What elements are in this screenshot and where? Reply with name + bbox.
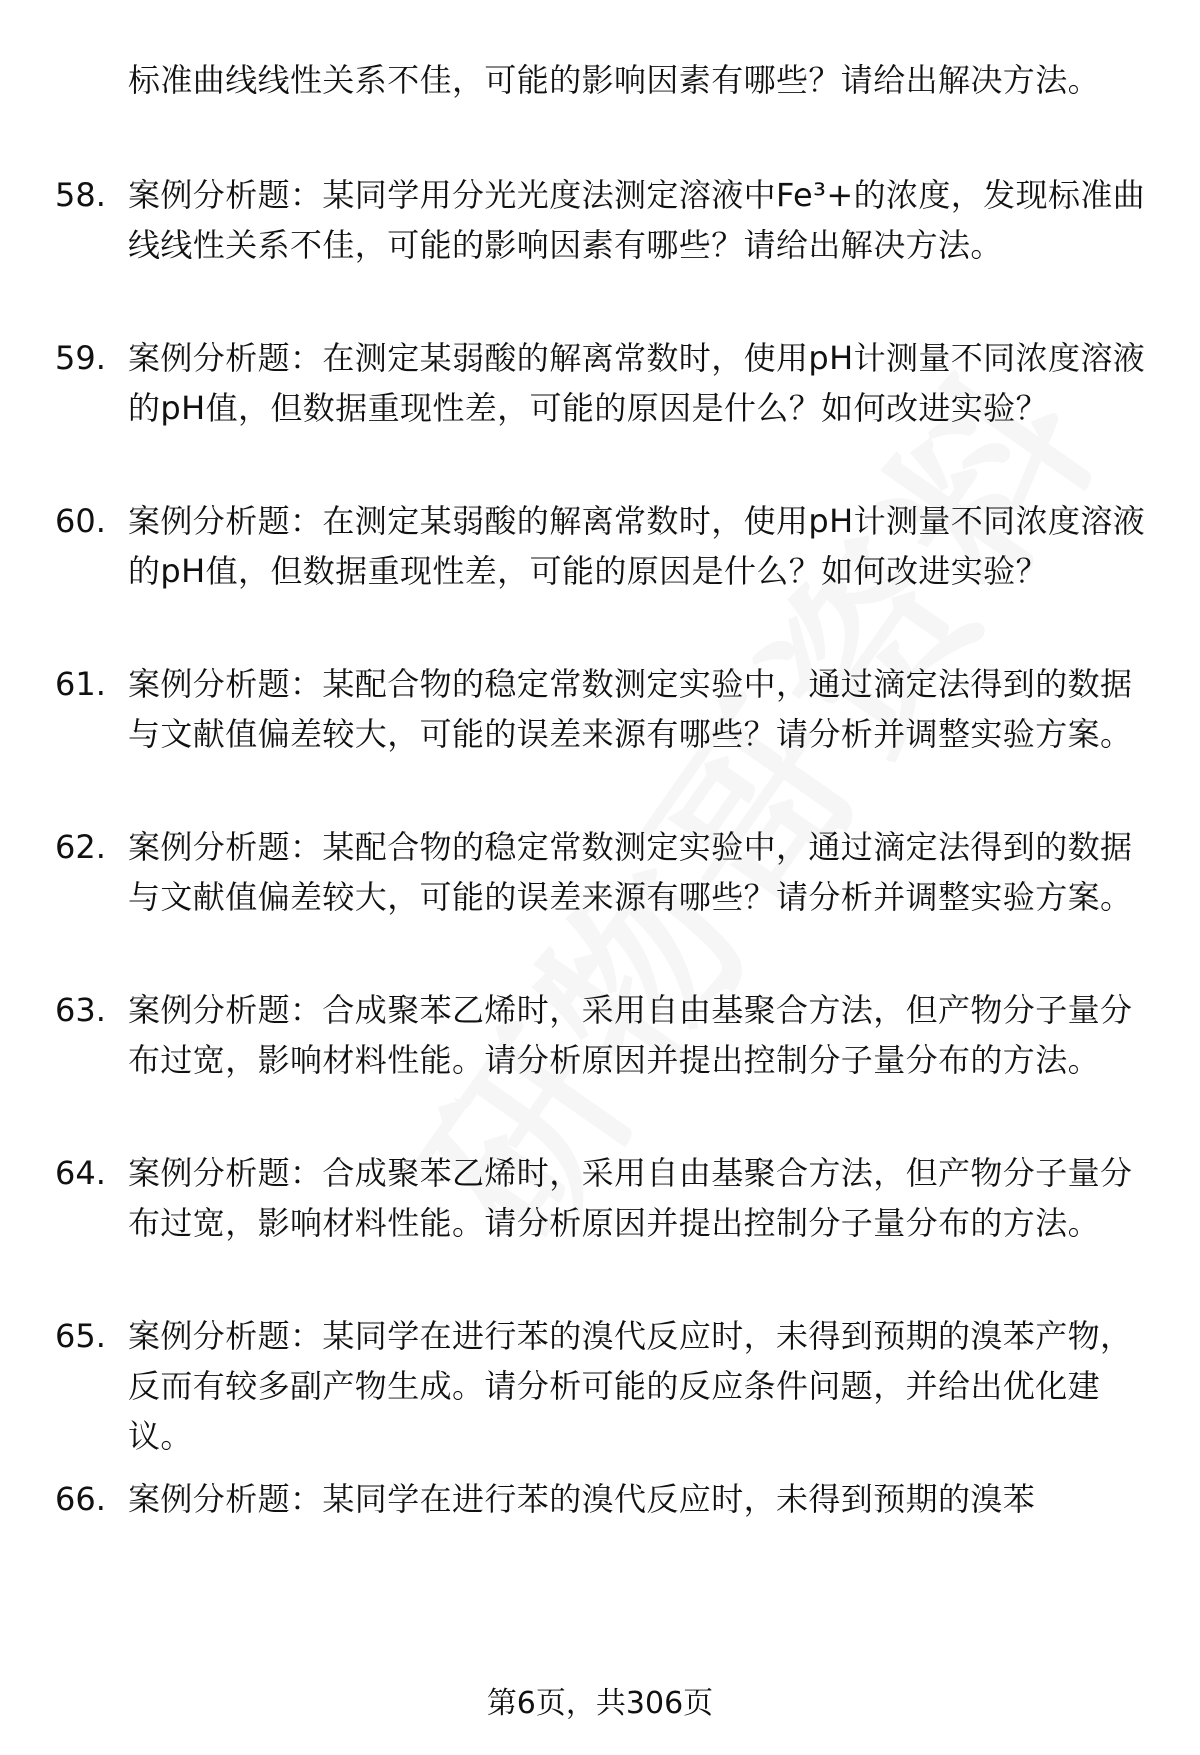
question-text: 案例分析题：某同学在进行苯的溴代反应时，未得到预期的溴苯产物，反而有较多副产物生成。请分析可能的反应条件问题，并给出优化建议。 xyxy=(128,1317,1133,1455)
question-number: 62. xyxy=(55,828,106,866)
question-text: 案例分析题：合成聚苯乙烯时，采用自由基聚合方法，但产物分子量分布过宽，影响材料性能。请分析原因并提出控制分子量分布的方法。 xyxy=(128,991,1133,1079)
question-text: 案例分析题：在测定某弱酸的解离常数时，使用pH计测量不同浓度溶液的pH值，但数据重现性差，可能的原因是什么？如何改进实验？ xyxy=(128,502,1146,590)
question-text: 案例分析题：某同学用分光光度法测定溶液中Fe³+的浓度，发现标准曲线线性关系不佳，可能的影响因素有哪些？请给出解决方法。 xyxy=(128,176,1146,264)
question-text: 案例分析题：合成聚苯乙烯时，采用自由基聚合方法，但产物分子量分布过宽，影响材料性能。请分析原因并提出控制分子量分布的方法。 xyxy=(128,1154,1133,1242)
question-number: 58. xyxy=(55,176,106,214)
question-number: 65. xyxy=(55,1317,106,1355)
question-number: 64. xyxy=(55,1154,106,1192)
question-text: 案例分析题：某配合物的稳定常数测定实验中，通过滴定法得到的数据与文献值偏差较大，可能的误差来源有哪些？请分析并调整实验方案。 xyxy=(128,828,1133,916)
question-number: 59. xyxy=(55,339,106,377)
question-number: 60. xyxy=(55,502,106,540)
question-text: 案例分析题：某配合物的稳定常数测定实验中，通过滴定法得到的数据与文献值偏差较大，可能的误差来源有哪些？请分析并调整实验方案。 xyxy=(128,665,1133,753)
question-text: 案例分析题：某同学在进行苯的溴代反应时，未得到预期的溴苯 xyxy=(128,1480,1036,1518)
question-text: 标准曲线线性关系不佳，可能的影响因素有哪些？请给出解决方法。 xyxy=(128,61,1101,99)
page-footer: 第6页，共306页 xyxy=(486,1686,714,1721)
question-text: 案例分析题：在测定某弱酸的解离常数时，使用pH计测量不同浓度溶液的pH值，但数据重现性差，可能的原因是什么？如何改进实验？ xyxy=(128,339,1146,427)
watermark xyxy=(351,309,1148,1285)
question-number: 63. xyxy=(55,991,106,1029)
question-number: 66. xyxy=(55,1480,106,1518)
question-number: 61. xyxy=(55,665,106,703)
